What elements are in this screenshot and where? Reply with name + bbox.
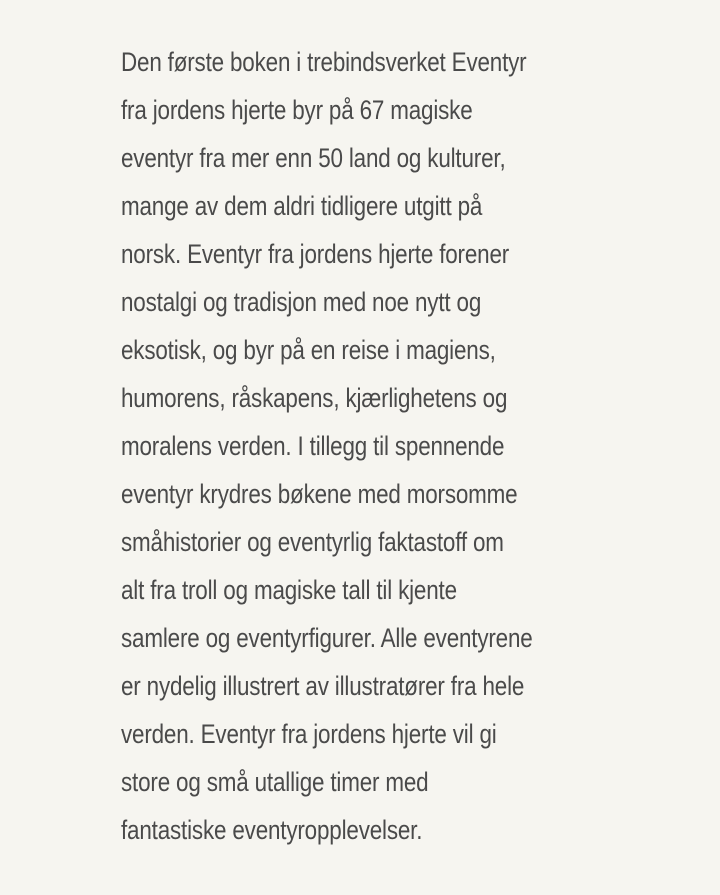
description-line: fantastiske eventyropplevelser. bbox=[121, 815, 423, 845]
description-line: Den første boken i trebindsverket Eventyr bbox=[121, 47, 527, 77]
description-line: småhistorier og eventyrlig faktastoff om bbox=[121, 527, 504, 557]
description-line: moralens verden. I tillegg til spennende bbox=[121, 431, 505, 461]
description-line: er nydelig illustrert av illustratører fra hele bbox=[121, 671, 525, 701]
description-line: fra jordens hjerte byr på 67 magiske bbox=[121, 95, 473, 125]
description-line: eksotisk, og byr på en reise i magiens, bbox=[121, 335, 496, 365]
description-line: eventyr fra mer enn 50 land og kulturer, bbox=[121, 143, 506, 173]
description-line: samlere og eventyrfigurer. Alle eventyrene bbox=[121, 623, 533, 653]
description-line: nostalgi og tradisjon med noe nytt og bbox=[121, 287, 482, 317]
description-line: mange av dem aldri tidligere utgitt på bbox=[121, 191, 483, 221]
description-line: store og små utallige timer med bbox=[121, 767, 429, 797]
description-line: eventyr krydres bøkene med morsomme bbox=[121, 479, 518, 509]
book-description bbox=[121, 38, 641, 854]
description-line: humorens, råskapens, kjærlighetens og bbox=[121, 383, 508, 413]
description-line: alt fra troll og magiske tall til kjente bbox=[121, 575, 457, 605]
description-line: verden. Eventyr fra jordens hjerte vil gi bbox=[121, 719, 497, 749]
description-line: norsk. Eventyr fra jordens hjerte forener bbox=[121, 239, 510, 269]
